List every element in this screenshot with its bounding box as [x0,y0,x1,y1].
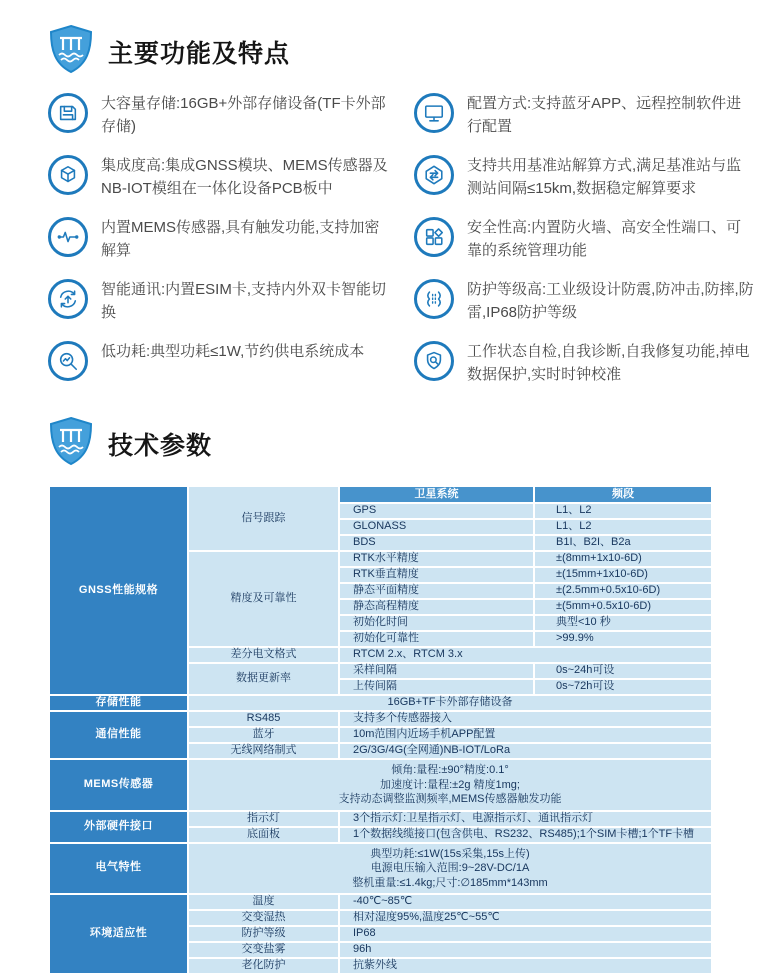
feature-item [414,341,754,386]
spec-value-cell: 0s~72h可设 [534,679,712,695]
spec-subcategory-cell: RS485 [188,711,339,727]
cube-icon [48,155,88,195]
spec-value-cell: 16GB+TF卡外部存储设备 [188,695,712,711]
specs-section-header [48,416,735,471]
feature-item [48,93,388,138]
spec-key-cell: 静态高程精度 [339,599,534,615]
spec-subcategory-cell: 交变盐雾 [188,942,339,958]
spec-value-cell [188,759,712,811]
feature-text: 大容量存储:16GB+外部存储设备(TF卡外部存储) [101,95,386,135]
features-section-title: 主要功能及特点 [108,39,291,68]
features-column-right [414,93,754,386]
monitor-icon [414,93,454,133]
spec-category-cell: MEMS传感器 [49,759,188,811]
feature-text: 工作状态自检,自我诊断,自我修复功能,掉电数据保护,实时时钟校准 [467,343,750,383]
spec-value-cell: L1、L2 [534,503,712,519]
spec-subcategory-cell: 数据更新率 [188,663,339,695]
spec-value-cell: 2G/3G/4G(全网通)NB-IOT/LoRa [339,743,712,759]
low-power-icon [48,341,88,381]
sync-up-icon [48,279,88,319]
spec-value-cell: >99.9% [534,631,712,647]
spec-category-cell: 存储性能 [49,695,188,711]
spec-category-cell: 环境适应性 [49,894,188,974]
spec-column-header: 卫星系统 [339,486,534,503]
spec-subcategory-cell: 精度及可靠性 [188,551,339,647]
spec-value-cell: ±(5mm+0.5x10-6D) [534,599,712,615]
spec-table [48,485,713,975]
spec-key-cell: RTK水平精度 [339,551,534,567]
spec-key-cell: GPS [339,503,534,519]
spec-value-cell: 抗紫外线 [339,958,712,974]
spec-key-cell: 上传间隔 [339,679,534,695]
spec-value-cell: 1个数据线缆接口(包含供电、RS232、RS485);1个SIM卡槽;1个TF卡槽 [339,827,712,843]
spec-value-cell: 典型<10 秒 [534,615,712,631]
spec-value-cell: 3个指示灯:卫星指示灯、电源指示灯、通讯指示灯 [339,811,712,827]
spec-value-cell: B1I、B2I、B2a [534,535,712,551]
spec-subcategory-cell: 蓝牙 [188,727,339,743]
spec-category-cell: 外部硬件接口 [49,811,188,843]
spec-category-cell: 通信性能 [49,711,188,759]
spec-value-cell: 支持多个传感器接入 [339,711,712,727]
feature-item [48,217,388,262]
spec-value-cell: 0s~24h可设 [534,663,712,679]
spec-value-cell: RTCM 2.x、RTCM 3.x [339,647,712,663]
spec-value-cell: ±(15mm+1x10-6D) [534,567,712,583]
spec-key-cell: 采样间隔 [339,663,534,679]
feature-text: 支持共用基准站解算方式,满足基准站与监测站间隔≤15km,数据稳定解算要求 [467,157,742,197]
spec-key-cell: GLONASS [339,519,534,535]
shockproof-icon [414,279,454,319]
spec-value-line: 电源电压输入范围:9~28V-DC/1A [370,862,530,875]
spec-value-cell: 相对湿度95%,温度25℃~55℃ [339,910,712,926]
feature-text: 防护等级高:工业级设计防震,防冲击,防摔,防雷,IP68防护等级 [467,281,754,321]
spec-value-line: 倾角:量程:±90°精度:0.1° [391,764,509,776]
spec-subcategory-cell: 温度 [188,894,339,910]
specs-section-title: 技术参数 [108,431,213,460]
feature-text: 智能通讯:内置ESIM卡,支持内外双卡智能切换 [101,281,387,321]
storage-icon [48,93,88,133]
feature-text: 集成度高:集成GNSS模块、MEMS传感器及NB-IOT模组在一体化设备PCB板中 [101,157,388,197]
spec-value-cell: ±(8mm+1x10-6D) [534,551,712,567]
spec-subcategory-cell: 交变湿热 [188,910,339,926]
features-list [48,93,754,386]
feature-item [48,279,388,324]
spec-subcategory-cell: 信号跟踪 [188,486,339,551]
spec-value-cell: L1、L2 [534,519,712,535]
pulse-icon [48,217,88,257]
spec-value-cell: 96h [339,942,712,958]
spec-category-cell: GNSS性能规格 [49,486,188,695]
spec-category-cell: 电气特性 [49,843,188,895]
spec-value-cell [188,843,712,895]
spec-value-line: 支持动态调整监测频率,MEMS传感器触发功能 [338,793,562,806]
spec-key-cell: 初始化时间 [339,615,534,631]
shield-dam-icon [48,416,94,471]
spec-key-cell: 初始化可靠性 [339,631,534,647]
features-column-left [48,93,388,386]
spec-subcategory-cell: 老化防护 [188,958,339,974]
spec-key-cell: 静态平面精度 [339,583,534,599]
spec-key-cell: RTK垂直精度 [339,567,534,583]
feature-item [414,279,754,324]
security-blocks-icon [414,217,454,257]
spec-value-cell: IP68 [339,926,712,942]
spec-value-cell: ±(2.5mm+0.5x10-6D) [534,583,712,599]
feature-item [414,155,754,200]
spec-subcategory-cell: 底面板 [188,827,339,843]
features-section-header [48,24,735,79]
spec-value-cell: -40℃~85℃ [339,894,712,910]
feature-text: 低功耗:典型功耗≤1W,节约供电系统成本 [101,343,365,360]
feature-item [48,341,388,381]
spec-column-header: 频段 [534,486,712,503]
spec-value-line: 典型功耗:≤1W(15s采集,15s上传) [370,847,530,860]
feature-item [414,93,754,138]
spec-subcategory-cell: 指示灯 [188,811,339,827]
shield-dam-icon [48,24,94,79]
self-check-icon [414,341,454,381]
feature-item [414,217,754,262]
feature-item [48,155,388,200]
feature-text: 内置MEMS传感器,具有触发功能,支持加密解算 [101,219,380,259]
spec-value-cell: 10m范围内近场手机APP配置 [339,727,712,743]
feature-text: 配置方式:支持蓝牙APP、远程控制软件进行配置 [467,95,742,135]
spec-subcategory-cell: 无线网络制式 [188,743,339,759]
spec-value-line: 加速度计:量程:±2g 精度1mg; [380,778,520,791]
spec-subcategory-cell: 防护等级 [188,926,339,942]
base-station-icon [414,155,454,195]
spec-value-line: 整机重量:≤1.4kg;尺寸:∅185mm*143mm [352,876,548,889]
spec-key-cell: BDS [339,535,534,551]
spec-subcategory-cell: 差分电文格式 [188,647,339,663]
feature-text: 安全性高:内置防火墙、高安全性端口、可靠的系统管理功能 [467,219,742,259]
